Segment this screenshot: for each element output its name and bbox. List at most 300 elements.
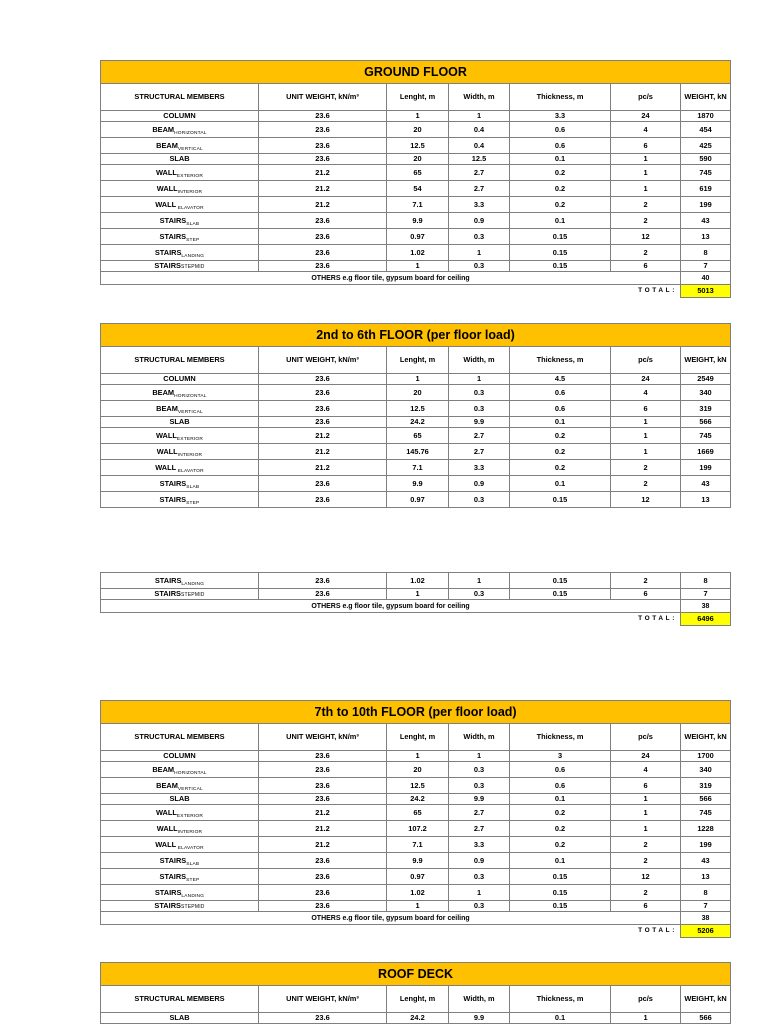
value-cell: 0.3	[449, 492, 510, 508]
value-cell: 0.3	[449, 261, 510, 272]
total-row	[101, 613, 731, 626]
value-cell: 1	[611, 805, 681, 821]
value-cell: 0.9	[449, 853, 510, 869]
column-header: STRUCTURAL MEMBERS	[101, 724, 259, 751]
member-name: STAIRS	[154, 887, 182, 897]
member-qualifier: EXTERIOR	[176, 813, 204, 819]
member-name: BEAM	[156, 140, 178, 150]
value-cell: 0.2	[510, 181, 611, 197]
column-header: STRUCTURAL MEMBERS	[101, 986, 259, 1013]
member-cell	[101, 261, 259, 272]
column-header: Thickness, m	[510, 986, 611, 1013]
value-cell: 23.6	[259, 213, 387, 229]
value-cell: 23.6	[259, 885, 387, 901]
value-cell: 1.02	[387, 573, 449, 589]
table-row	[101, 476, 731, 492]
value-cell: 1	[387, 589, 449, 600]
others-value: 38	[681, 912, 731, 925]
value-cell: 0.3	[449, 229, 510, 245]
table-row	[101, 122, 731, 138]
column-header: Width, m	[449, 347, 510, 374]
value-cell: 0.2	[510, 197, 611, 213]
member-qualifier: STEP	[186, 237, 200, 243]
total-row	[101, 285, 731, 298]
member-qualifier: STEPMID	[180, 904, 205, 910]
member-name: STAIRS	[154, 901, 181, 910]
value-cell: 2	[611, 476, 681, 492]
member-name: STAIRS	[154, 247, 182, 257]
member-cell	[101, 245, 259, 261]
value-cell: 2.7	[449, 165, 510, 181]
member-cell	[101, 213, 259, 229]
member-cell	[101, 821, 259, 837]
member-name: WALL	[156, 183, 178, 193]
value-cell: 2.7	[449, 805, 510, 821]
total-value: 5013	[681, 285, 731, 298]
member-cell	[101, 805, 259, 821]
value-cell: 0.3	[449, 901, 510, 912]
value-cell: 1	[611, 794, 681, 805]
member-cell	[101, 589, 259, 600]
value-cell: 2	[611, 460, 681, 476]
member-qualifier: SLAB	[186, 221, 200, 227]
others-value: 40	[681, 272, 731, 285]
value-cell: 0.6	[510, 762, 611, 778]
value-cell: 4.5	[510, 374, 611, 385]
value-cell: 107.2	[387, 821, 449, 837]
column-header: WEIGHT, kN	[681, 347, 731, 374]
value-cell: 0.1	[510, 794, 611, 805]
value-cell: 21.2	[259, 428, 387, 444]
value-cell: 12.5	[387, 138, 449, 154]
value-cell: 0.6	[510, 122, 611, 138]
column-header: pc/s	[611, 986, 681, 1013]
member-name: COLUMN	[163, 751, 196, 761]
value-cell: 1	[611, 417, 681, 428]
member-qualifier: VERTICAL	[177, 786, 203, 792]
value-cell: 1	[611, 181, 681, 197]
member-qualifier: ELAVATOR	[176, 468, 204, 474]
member-name: STAIRS	[159, 871, 187, 881]
value-cell: 3.3	[449, 197, 510, 213]
value-cell: 65	[387, 165, 449, 181]
member-name: STAIRS	[154, 261, 181, 270]
value-cell: 24.2	[387, 1013, 449, 1024]
value-cell: 745	[681, 165, 731, 181]
value-cell: 23.6	[259, 1013, 387, 1024]
value-cell: 2.7	[449, 181, 510, 197]
table-row	[101, 573, 731, 589]
table-row	[101, 885, 731, 901]
value-cell: 0.3	[449, 401, 510, 417]
table-row	[101, 197, 731, 213]
value-cell: 1	[611, 165, 681, 181]
value-cell: 8	[681, 573, 731, 589]
value-cell: 0.2	[510, 805, 611, 821]
member-cell	[101, 751, 259, 762]
value-cell: 199	[681, 837, 731, 853]
value-cell: 23.6	[259, 245, 387, 261]
value-cell: 24.2	[387, 417, 449, 428]
table-row	[101, 138, 731, 154]
member-qualifier: ELAVATOR	[176, 845, 204, 851]
table-row	[101, 229, 731, 245]
value-cell: 1	[449, 374, 510, 385]
value-cell: 23.6	[259, 901, 387, 912]
value-cell: 65	[387, 805, 449, 821]
member-cell	[101, 428, 259, 444]
value-cell: 1.02	[387, 245, 449, 261]
table-row	[101, 374, 731, 385]
weight-table	[100, 60, 731, 298]
member-name: STAIRS	[154, 575, 182, 585]
column-header: STRUCTURAL MEMBERS	[101, 84, 259, 111]
column-header: WEIGHT, kN	[681, 724, 731, 751]
value-cell: 3.3	[510, 111, 611, 122]
header-row	[101, 84, 731, 111]
value-cell: 1	[611, 821, 681, 837]
value-cell: 1	[449, 751, 510, 762]
header-row	[101, 986, 731, 1013]
value-cell: 1	[611, 1013, 681, 1024]
value-cell: 8	[681, 245, 731, 261]
value-cell: 2.7	[449, 821, 510, 837]
value-cell: 566	[681, 417, 731, 428]
value-cell: 0.15	[510, 885, 611, 901]
member-name: STAIRS	[159, 478, 187, 488]
others-label: OTHERS e.g floor tile, gypsum board for ceiling	[101, 912, 681, 925]
column-header: pc/s	[611, 724, 681, 751]
value-cell: 0.2	[510, 165, 611, 181]
member-qualifier: ELAVATOR	[176, 205, 204, 211]
value-cell: 0.15	[510, 245, 611, 261]
value-cell: 0.2	[510, 428, 611, 444]
others-row	[101, 912, 731, 925]
value-cell: 1	[387, 111, 449, 122]
table-row	[101, 778, 731, 794]
value-cell: 1700	[681, 751, 731, 762]
member-name: WALL	[155, 807, 177, 817]
value-cell: 7.1	[387, 197, 449, 213]
value-cell: 0.3	[449, 869, 510, 885]
value-cell: 2	[611, 837, 681, 853]
value-cell: 0.1	[510, 1013, 611, 1024]
table-title: 2nd to 6th FLOOR (per floor load)	[101, 324, 731, 347]
member-cell	[101, 885, 259, 901]
column-header: UNIT WEIGHT, kN/m³	[259, 724, 387, 751]
value-cell: 1	[387, 374, 449, 385]
member-name: STAIRS	[159, 855, 187, 865]
value-cell: 13	[681, 229, 731, 245]
value-cell: 0.6	[510, 778, 611, 794]
value-cell: 2.7	[449, 428, 510, 444]
value-cell: 1669	[681, 444, 731, 460]
table-title: GROUND FLOOR	[101, 61, 731, 84]
value-cell: 0.3	[449, 762, 510, 778]
value-cell: 6	[611, 778, 681, 794]
column-header: Width, m	[449, 724, 510, 751]
column-header: Lenght, m	[387, 986, 449, 1013]
value-cell: 0.2	[510, 837, 611, 853]
column-header: Lenght, m	[387, 347, 449, 374]
member-qualifier: VERTICAL	[177, 409, 203, 415]
member-cell	[101, 197, 259, 213]
value-cell: 1	[611, 428, 681, 444]
value-cell: 0.97	[387, 229, 449, 245]
value-cell: 9.9	[387, 853, 449, 869]
member-name: BEAM	[156, 780, 178, 790]
value-cell: 43	[681, 476, 731, 492]
value-cell: 0.9	[449, 213, 510, 229]
table-row	[101, 417, 731, 428]
others-row	[101, 600, 731, 613]
value-cell: 24	[611, 111, 681, 122]
value-cell: 23.6	[259, 385, 387, 401]
member-cell	[101, 853, 259, 869]
value-cell: 0.15	[510, 261, 611, 272]
member-name: WALL	[155, 462, 177, 472]
column-header: Width, m	[449, 986, 510, 1013]
table-title-row	[101, 324, 731, 347]
value-cell: 319	[681, 401, 731, 417]
column-header: Lenght, m	[387, 724, 449, 751]
member-cell	[101, 762, 259, 778]
value-cell: 24	[611, 374, 681, 385]
value-cell: 0.97	[387, 492, 449, 508]
member-qualifier: LANDING	[181, 253, 205, 259]
table-row	[101, 444, 731, 460]
weight-table	[100, 962, 731, 1024]
column-header: WEIGHT, kN	[681, 986, 731, 1013]
member-name: STAIRS	[154, 589, 181, 598]
value-cell: 1	[611, 444, 681, 460]
value-cell: 0.15	[510, 589, 611, 600]
member-name: SLAB	[169, 417, 190, 427]
value-cell: 454	[681, 122, 731, 138]
value-cell: 2	[611, 853, 681, 869]
value-cell: 20	[387, 762, 449, 778]
member-cell	[101, 444, 259, 460]
member-name: WALL	[156, 446, 178, 456]
total-value: 6496	[681, 613, 731, 626]
value-cell: 0.3	[449, 589, 510, 600]
table-title: ROOF DECK	[101, 963, 731, 986]
table-row	[101, 213, 731, 229]
value-cell: 0.2	[510, 821, 611, 837]
value-cell: 0.15	[510, 229, 611, 245]
value-cell: 0.6	[510, 385, 611, 401]
value-cell: 145.76	[387, 444, 449, 460]
member-name: BEAM	[152, 764, 175, 774]
table-title: 7th to 10th FLOOR (per floor load)	[101, 701, 731, 724]
member-cell	[101, 385, 259, 401]
member-qualifier: HORIZONTAL	[174, 393, 207, 399]
table-row	[101, 181, 731, 197]
others-label: OTHERS e.g floor tile, gypsum board for ceiling	[101, 272, 681, 285]
table-row	[101, 901, 731, 912]
value-cell: 3.3	[449, 837, 510, 853]
value-cell: 6	[611, 401, 681, 417]
value-cell: 21.2	[259, 165, 387, 181]
member-cell	[101, 460, 259, 476]
value-cell: 23.6	[259, 853, 387, 869]
column-header: UNIT WEIGHT, kN/m³	[259, 347, 387, 374]
value-cell: 0.2	[510, 444, 611, 460]
value-cell: 1	[449, 573, 510, 589]
value-cell: 12	[611, 492, 681, 508]
value-cell: 2549	[681, 374, 731, 385]
table-block	[100, 962, 730, 1024]
value-cell: 24	[611, 751, 681, 762]
value-cell: 7.1	[387, 460, 449, 476]
table-row	[101, 165, 731, 181]
table-row	[101, 261, 731, 272]
column-header: pc/s	[611, 347, 681, 374]
value-cell: 0.4	[449, 138, 510, 154]
value-cell: 0.15	[510, 492, 611, 508]
weight-table	[100, 572, 731, 626]
value-cell: 23.6	[259, 111, 387, 122]
member-name: STAIRS	[159, 494, 187, 504]
value-cell: 23.6	[259, 778, 387, 794]
value-cell: 23.6	[259, 492, 387, 508]
value-cell: 425	[681, 138, 731, 154]
member-name: BEAM	[156, 403, 178, 413]
member-qualifier: SLAB	[186, 484, 200, 490]
member-cell	[101, 401, 259, 417]
value-cell: 0.6	[510, 138, 611, 154]
member-cell	[101, 1013, 259, 1024]
table-row	[101, 1013, 731, 1024]
value-cell: 23.6	[259, 154, 387, 165]
value-cell: 12.5	[387, 778, 449, 794]
table-title-row	[101, 701, 731, 724]
value-cell: 23.6	[259, 401, 387, 417]
value-cell: 340	[681, 762, 731, 778]
member-qualifier: INTERIOR	[177, 829, 203, 835]
value-cell: 9.9	[387, 476, 449, 492]
value-cell: 7	[681, 589, 731, 600]
member-qualifier: EXTERIOR	[176, 173, 204, 179]
value-cell: 9.9	[449, 1013, 510, 1024]
value-cell: 20	[387, 154, 449, 165]
value-cell: 9.9	[449, 794, 510, 805]
others-label: OTHERS e.g floor tile, gypsum board for ceiling	[101, 600, 681, 613]
value-cell: 6	[611, 901, 681, 912]
value-cell: 12	[611, 229, 681, 245]
value-cell: 0.15	[510, 869, 611, 885]
member-cell	[101, 778, 259, 794]
value-cell: 7.1	[387, 837, 449, 853]
value-cell: 9.9	[449, 417, 510, 428]
value-cell: 1.02	[387, 885, 449, 901]
member-cell	[101, 154, 259, 165]
value-cell: 23.6	[259, 229, 387, 245]
member-qualifier: LANDING	[181, 893, 205, 899]
value-cell: 54	[387, 181, 449, 197]
weight-table	[100, 323, 731, 508]
table-row	[101, 837, 731, 853]
member-name: WALL	[155, 839, 177, 849]
value-cell: 23.6	[259, 589, 387, 600]
member-qualifier: INTERIOR	[177, 189, 203, 195]
value-cell: 23.6	[259, 122, 387, 138]
value-cell: 2	[611, 885, 681, 901]
member-qualifier: HORIZONTAL	[174, 770, 207, 776]
member-name: COLUMN	[163, 374, 196, 384]
table-row	[101, 751, 731, 762]
value-cell: 1	[449, 885, 510, 901]
member-qualifier: INTERIOR	[177, 452, 203, 458]
member-cell	[101, 111, 259, 122]
value-cell: 199	[681, 460, 731, 476]
value-cell: 23.6	[259, 374, 387, 385]
column-header: Thickness, m	[510, 347, 611, 374]
value-cell: 0.4	[449, 122, 510, 138]
member-name: BEAM	[152, 124, 175, 134]
table-row	[101, 428, 731, 444]
value-cell: 566	[681, 1013, 731, 1024]
total-value: 5206	[681, 925, 731, 938]
table-row	[101, 853, 731, 869]
value-cell: 0.9	[449, 476, 510, 492]
value-cell: 9.9	[387, 213, 449, 229]
weight-table	[100, 700, 731, 938]
value-cell: 4	[611, 762, 681, 778]
total-label: TOTAL:	[638, 615, 677, 622]
total-row	[101, 925, 731, 938]
value-cell: 0.1	[510, 417, 611, 428]
member-name: STAIRS	[159, 215, 187, 225]
member-qualifier: STEP	[186, 500, 200, 506]
total-label: TOTAL:	[638, 927, 677, 934]
member-qualifier: STEP	[186, 877, 200, 883]
value-cell: 0.15	[510, 901, 611, 912]
value-cell: 340	[681, 385, 731, 401]
value-cell: 6	[611, 261, 681, 272]
value-cell: 0.2	[510, 460, 611, 476]
value-cell: 21.2	[259, 805, 387, 821]
table-title-row	[101, 963, 731, 986]
value-cell: 12	[611, 869, 681, 885]
value-cell: 0.3	[449, 778, 510, 794]
table-row	[101, 821, 731, 837]
value-cell: 3.3	[449, 460, 510, 476]
table-row	[101, 245, 731, 261]
value-cell: 566	[681, 794, 731, 805]
member-cell	[101, 122, 259, 138]
member-name: WALL	[155, 199, 177, 209]
member-name: WALL	[155, 167, 177, 177]
value-cell: 43	[681, 213, 731, 229]
value-cell: 0.6	[510, 401, 611, 417]
value-cell: 21.2	[259, 181, 387, 197]
value-cell: 23.6	[259, 138, 387, 154]
value-cell: 1	[387, 751, 449, 762]
value-cell: 0.1	[510, 213, 611, 229]
value-cell: 24.2	[387, 794, 449, 805]
value-cell: 20	[387, 385, 449, 401]
value-cell: 0.97	[387, 869, 449, 885]
value-cell: 745	[681, 805, 731, 821]
member-name: SLAB	[169, 794, 190, 804]
column-header: STRUCTURAL MEMBERS	[101, 347, 259, 374]
table-row	[101, 460, 731, 476]
value-cell: 619	[681, 181, 731, 197]
table-row	[101, 805, 731, 821]
member-name: SLAB	[169, 1013, 190, 1023]
member-cell	[101, 492, 259, 508]
